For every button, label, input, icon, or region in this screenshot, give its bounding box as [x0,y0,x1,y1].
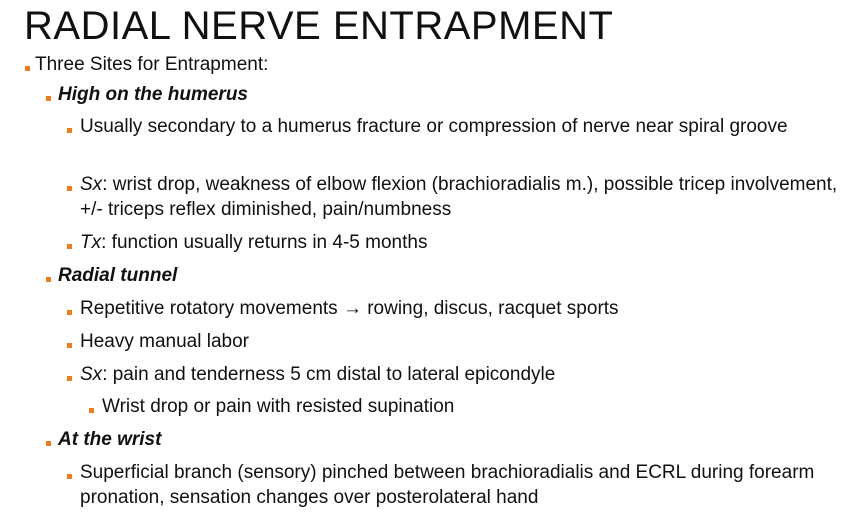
list-item: Superficial branch (sensory) pinched between brachioradialis and ECRL during forearm pronation, sensation changes over posterolateral hand [80,462,815,508]
bullet-marker [46,277,51,282]
list-item: Usually secondary to a humerus fracture or compression of nerve near spiral groove [80,116,788,137]
site-heading-humerus: High on the humerus [58,84,248,105]
sx-label: Sx [80,364,103,385]
list-item: Heavy manual labor [80,331,249,352]
sub-list-item: Wrist drop or pain with resisted supination [102,396,455,417]
bullet-marker [67,186,72,191]
list-item: Repetitive rotatory movements → rowing, discus, racquet sports [80,298,619,319]
slide-title: RADIAL NERVE ENTRAPMENT [24,4,614,48]
bullet-marker [67,310,72,315]
list-item [80,362,850,387]
sx-label: Sx [80,174,103,195]
list-item [80,230,850,255]
sx-text: : pain and tenderness 5 cm distal to lateral epicondyle [102,364,556,385]
site-heading-wrist: At the wrist [58,429,162,450]
bullet-marker [89,408,94,413]
bullet-marker [67,244,72,249]
bullet-marker [25,66,30,71]
tx-text: : function usually returns in 4-5 months [101,232,428,253]
tx-label: Tx [80,232,102,253]
list-item [80,172,850,222]
bullet-marker [67,376,72,381]
intro-text: Three Sites for Entrapment: [35,54,269,75]
bullet-marker [67,343,72,348]
bullet-marker [46,96,51,101]
bullet-marker [67,128,72,133]
sx-text: : wrist drop, weakness of elbow flexion (brachioradialis m.), possible tricep involvement, +/- triceps reflex diminished, pain/numbness [80,174,838,220]
bullet-marker [67,474,72,479]
bullet-marker [46,441,51,446]
site-heading-radial-tunnel: Radial tunnel [58,265,178,286]
